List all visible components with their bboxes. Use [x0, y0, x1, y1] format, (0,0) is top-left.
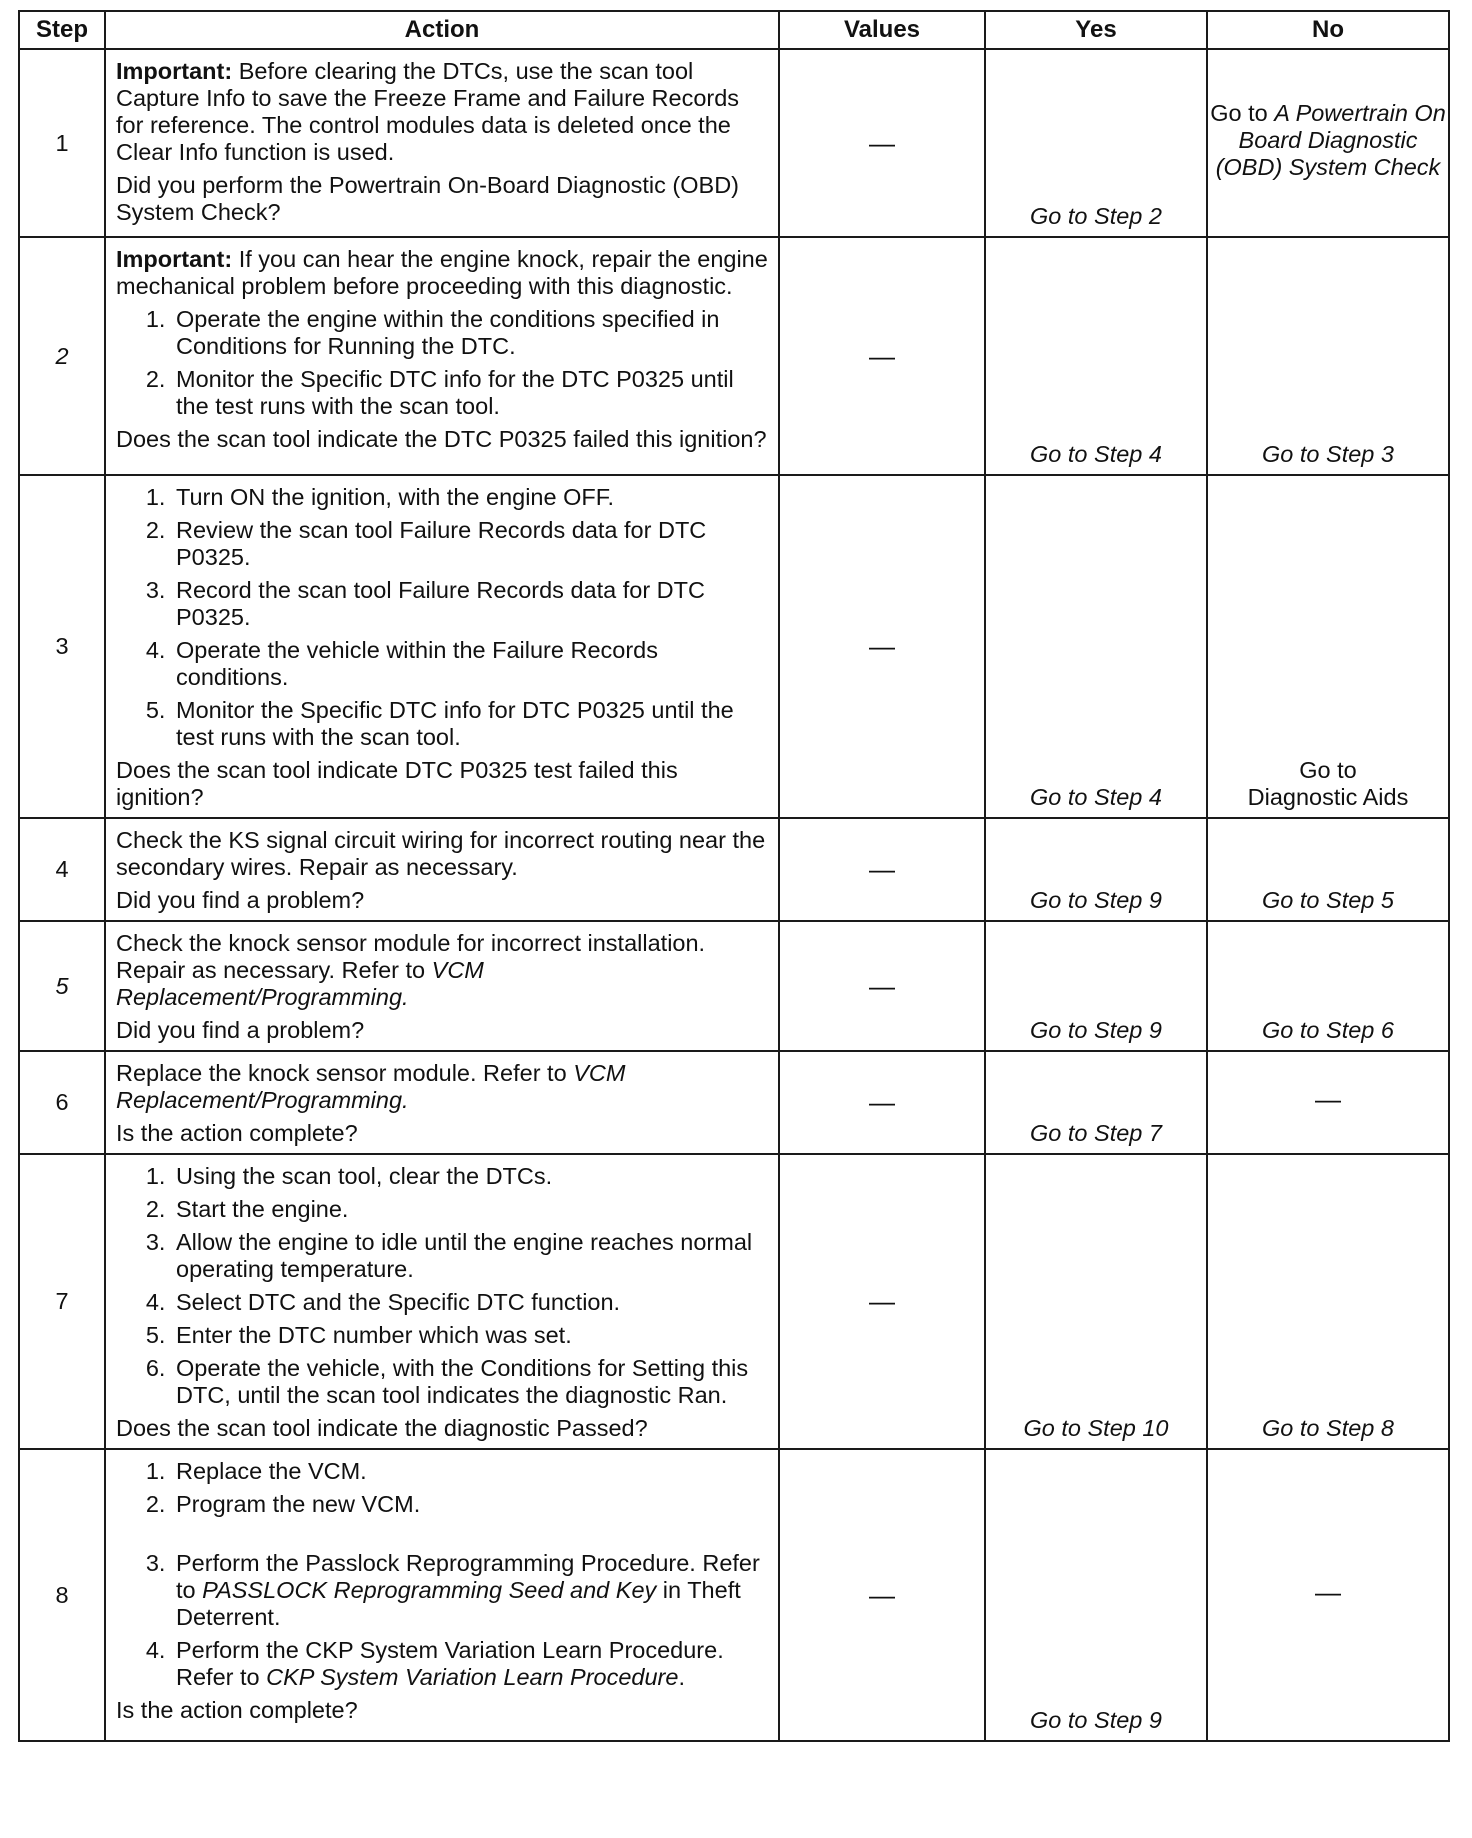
yes-link[interactable]: Go to Step 9 [985, 818, 1207, 921]
list-item-text: Perform the Passlock Reprogramming Procedure. Refer to [176, 1550, 760, 1603]
table-row [19, 1154, 1449, 1449]
important-note [116, 58, 770, 166]
table-row [19, 475, 1449, 818]
list-item-text: Perform the CKP System Variation Learn Procedure. Refer to [176, 1637, 724, 1690]
action-cell [105, 1154, 779, 1449]
list-item: 2. Review the scan tool Failure Records data for DTC P0325. [172, 517, 770, 571]
step-number: 2 [19, 237, 105, 475]
question-text: Does the scan tool indicate DTC P0325 test failed this ignition? [116, 757, 678, 810]
step-number: 8 [19, 1449, 105, 1741]
question-text: Did you perform the Powertrain On-Board Diagnostic (OBD) System Check? [116, 172, 739, 225]
header-row [19, 11, 1449, 49]
yes-link[interactable]: Go to Step 2 [985, 49, 1207, 237]
value-cell: — [779, 818, 985, 921]
procedure-list [116, 484, 770, 751]
table-row [19, 49, 1449, 237]
question-text: Did you find a problem? [116, 1017, 365, 1043]
action-cell [105, 1051, 779, 1154]
action-text [116, 930, 770, 1011]
question-text: Does the scan tool indicate the diagnostic Passed? [116, 1415, 648, 1441]
action-cell [105, 818, 779, 921]
important-text: If you can hear the engine knock, repair the engine mechanical problem before proceeding with this diagnostic. [116, 246, 768, 299]
table-row [19, 818, 1449, 921]
yes-link[interactable]: Go to Step 4 [985, 475, 1207, 818]
list-item: 1. Turn ON the ignition, with the engine OFF. [172, 484, 770, 511]
list-item: 2. Program the new VCM. [172, 1491, 770, 1518]
table-row [19, 1051, 1449, 1154]
list-item: 1. Replace the VCM. [172, 1458, 770, 1485]
list-item [172, 1550, 770, 1631]
question-text: Is the action complete? [116, 1697, 358, 1723]
value-cell: — [779, 1051, 985, 1154]
value-cell: — [779, 921, 985, 1051]
no-line-2: Diagnostic Aids [1247, 784, 1409, 810]
table-row [19, 921, 1449, 1051]
step-number: 6 [19, 1051, 105, 1154]
yes-link[interactable]: Go to Step 4 [985, 237, 1207, 475]
important-label: Important: [116, 58, 233, 84]
action-cell [105, 475, 779, 818]
list-item [172, 1637, 770, 1691]
no-link[interactable]: Go to Step 8 [1207, 1154, 1449, 1449]
no-link: — [1207, 1449, 1449, 1741]
header-action: Action [105, 11, 779, 49]
action-cell [105, 49, 779, 237]
action-cell [105, 237, 779, 475]
no-link[interactable]: Go to Step 5 [1207, 818, 1449, 921]
list-item-tail: . [678, 1664, 685, 1690]
question-text: Does the scan tool indicate the DTC P0325 failed this ignition? [116, 426, 767, 452]
list-item: 1. Using the scan tool, clear the DTCs. [172, 1163, 770, 1190]
value-cell: — [779, 475, 985, 818]
list-item: 5. Enter the DTC number which was set. [172, 1322, 770, 1349]
header-values: Values [779, 11, 985, 49]
action-text [116, 1060, 770, 1114]
header-no: No [1207, 11, 1449, 49]
value-cell: — [779, 49, 985, 237]
header-yes: Yes [985, 11, 1207, 49]
value-cell: — [779, 237, 985, 475]
reference-link[interactable]: PASSLOCK Reprogramming Seed and Key [202, 1577, 657, 1603]
important-note [116, 246, 770, 300]
step-number: 7 [19, 1154, 105, 1449]
yes-link[interactable]: Go to Step 10 [985, 1154, 1207, 1449]
no-reference: A Powertrain On Board Diagnostic (OBD) System Check [1215, 99, 1446, 180]
no-link: — [1207, 1051, 1449, 1154]
yes-link[interactable]: Go to Step 9 [985, 921, 1207, 1051]
action-text: Check the KS signal circuit wiring for incorrect routing near the secondary wires. Repair as necessary. [116, 827, 766, 880]
list-item-tail: in Theft Deterrent. [176, 1577, 741, 1630]
action-text-body: Replace the knock sensor module. Refer to [116, 1060, 574, 1086]
action-cell [105, 1449, 779, 1741]
reference-link[interactable]: VCM Replacement/Programming. [116, 957, 484, 1010]
no-link[interactable]: Go to Step 6 [1207, 921, 1449, 1051]
list-item: 3. Allow the engine to idle until the engine reaches normal operating temperature. [172, 1229, 770, 1283]
list-item: 4. Operate the vehicle within the Failure Records conditions. [172, 637, 770, 691]
diagnostic-table-page [18, 10, 1448, 1742]
question-text: Is the action complete? [116, 1120, 358, 1146]
no-line-1: Go to [1299, 757, 1357, 783]
diagnostic-table [18, 10, 1450, 1742]
step-number: 1 [19, 49, 105, 237]
no-link[interactable] [1207, 49, 1449, 237]
step-number: 5 [19, 921, 105, 1051]
important-label: Important: [116, 246, 233, 272]
list-item: 6. Operate the vehicle, with the Conditions for Setting this DTC, until the scan tool indicates the diagnostic Ran. [172, 1355, 770, 1409]
yes-link[interactable]: Go to Step 9 [985, 1449, 1207, 1741]
list-item: 5. Monitor the Specific DTC info for DTC P0325 until the test runs with the scan tool. [172, 697, 770, 751]
no-link[interactable] [1207, 475, 1449, 818]
table-row [19, 1449, 1449, 1741]
action-text-body: Check the knock sensor module for incorrect installation. Repair as necessary. Refer to [116, 930, 706, 983]
list-item: 4. Select DTC and the Specific DTC function. [172, 1289, 770, 1316]
no-link[interactable]: Go to Step 3 [1207, 237, 1449, 475]
list-item: 2. Start the engine. [172, 1196, 770, 1223]
reference-link[interactable]: CKP System Variation Learn Procedure [266, 1664, 679, 1690]
step-number: 4 [19, 818, 105, 921]
list-item: 1. Operate the engine within the conditions specified in Conditions for Running the DTC. [172, 306, 770, 360]
question-text: Did you find a problem? [116, 887, 365, 913]
procedure-list [116, 306, 770, 420]
header-step: Step [19, 11, 105, 49]
list-item: 2. Monitor the Specific DTC info for the DTC P0325 until the test runs with the scan tool. [172, 366, 770, 420]
value-cell: — [779, 1154, 985, 1449]
yes-link[interactable]: Go to Step 7 [985, 1051, 1207, 1154]
action-cell [105, 921, 779, 1051]
no-prefix: Go to [1210, 99, 1275, 126]
value-cell: — [779, 1449, 985, 1741]
procedure-list [116, 1458, 770, 1691]
procedure-list [116, 1163, 770, 1409]
important-text: Before clearing the DTCs, use the scan tool Capture Info to save the Freeze Frame and Failure Records for reference. The control modules data is deleted once the Clear Info function is used. [116, 58, 740, 165]
reference-link[interactable]: VCM Replacement/Programming. [116, 1060, 626, 1113]
table-row [19, 237, 1449, 475]
step-number: 3 [19, 475, 105, 818]
list-item: 3. Record the scan tool Failure Records data for DTC P0325. [172, 577, 770, 631]
